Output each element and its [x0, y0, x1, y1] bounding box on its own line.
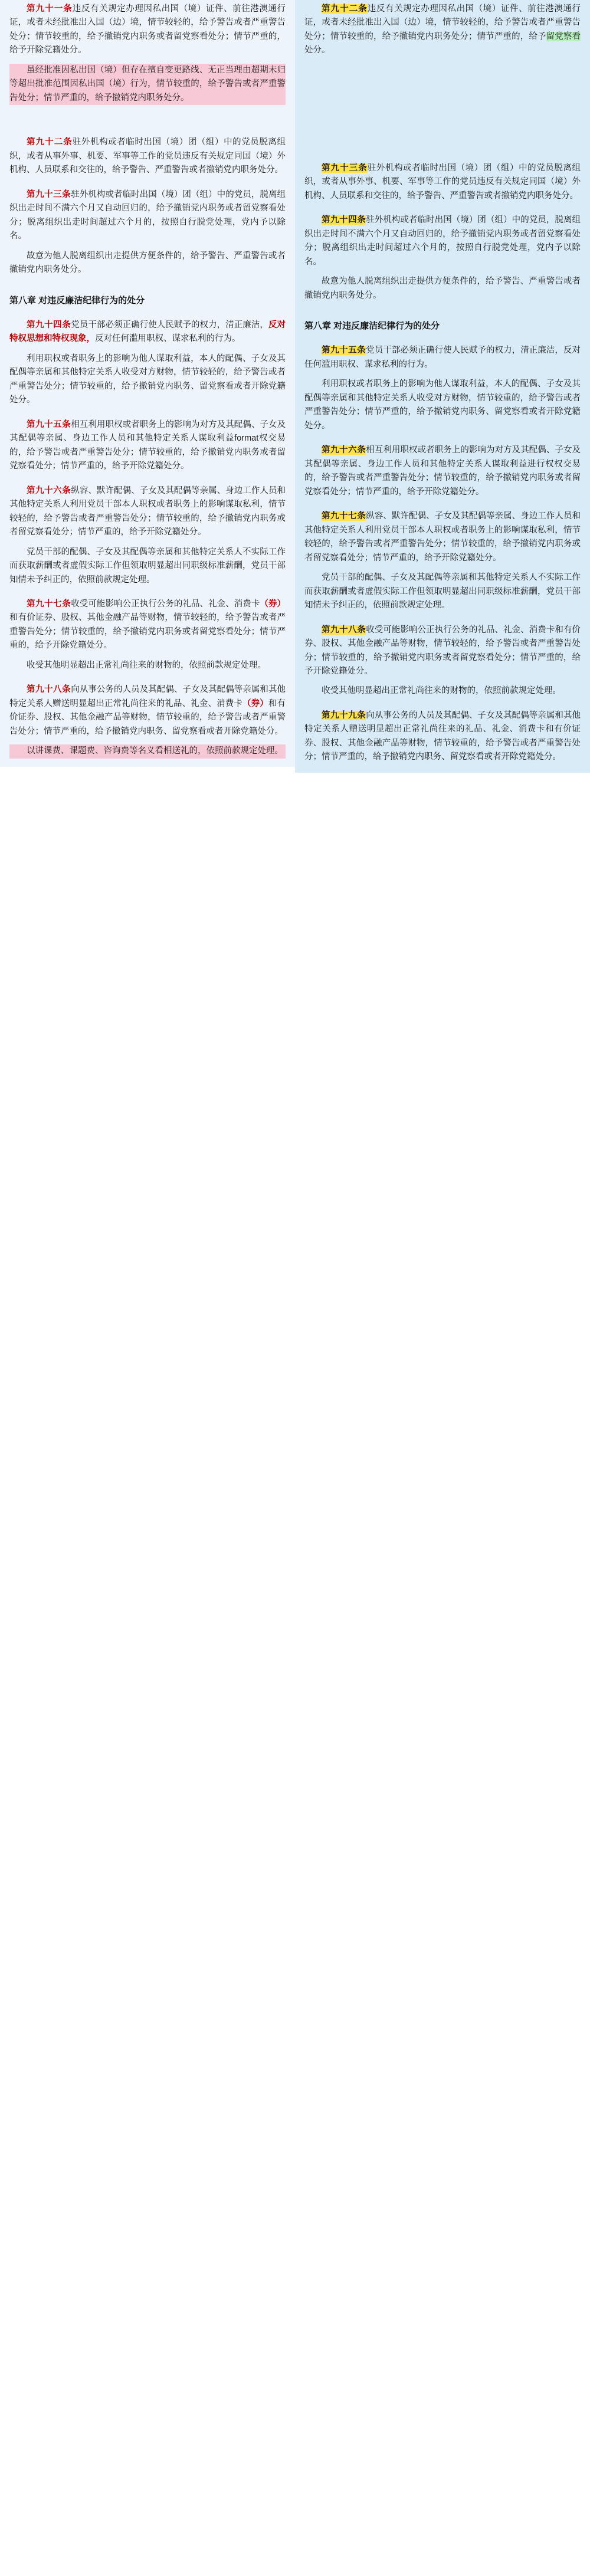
paragraph: [304, 709, 581, 764]
article-text: 党员干部的配偶、子女及其配偶等亲属和其他特定关系人不实际工作而获取薪酬或者虚假实际工作但领取明显超出同职级标准薪酬，党员干部知情未予纠正的，依照前款规定处理。: [304, 573, 581, 611]
paragraph: [304, 624, 581, 679]
article-text: 驻外机构或者临时出国（境）团（组）中的党员脱离组织，或者从事外事、机要、军事等工作的党员违反有关规定同国（境）外机构、人员联系和交往的，给予警告、严重警告或者撤销党内职务处分。: [9, 137, 286, 175]
article-text: 相互利用职权或者职务上的影响为对方及其配偶、子女及其配偶等亲属、身边工作人员和其他特定关系人谋取利益format权交易的，给予警告或者严重警告处分；情节较重的，给予撤销党内职务或者留党察看处分；情节严重的，给予开除党籍处分。: [9, 419, 286, 471]
article-text: 向从事公务的人员及其配偶、子女及其配偶等亲属和其他特定关系人赠送明显超出正常礼尚往来的礼品、礼金、消费卡（券）和有价证券、股权、其他金融产品等财物，情节较重的，给予警告或者严重警告处分；情节严重的，给予撤销党内职务、留党察看或者开除党籍处分。: [9, 685, 286, 736]
paragraph: [9, 659, 286, 672]
article-text: 纵容、默许配偶、子女及其配偶等亲属、身边工作人员和其他特定关系人利用党员干部本人职权或者职务上的影响谋取私利，情节较轻的，给予警告或者严重警告处分；情节较重的，给予撤销党内职务或者留党察看处分；情节严重的，给予开除党籍处分。: [304, 511, 581, 563]
paragraph: [304, 2, 581, 58]
article-block: [295, 507, 590, 621]
article-block: [295, 211, 590, 311]
article-text: 利用职权或者职务上的影响为他人谋取利益，本人的配偶、子女及其配偶等亲属和其他特定关系人收受对方财物，情节较轻的，给予警告或者严重警告处分；情节较重的，给予撤销党内职务、留党察看或者开除党籍处分。: [9, 353, 286, 405]
article-text: 党员干部必须正确行使人民赋予的权力，清正廉洁，反对特权思想和特权现象，反对任何滥用职权、谋求私利的行为。: [9, 320, 286, 344]
paragraph-highlighted: [9, 744, 286, 758]
paragraph: [304, 162, 581, 203]
paragraph: [9, 2, 286, 58]
article-number: 第九十五条: [27, 419, 71, 429]
gap: [295, 66, 590, 103]
paragraph: [9, 188, 286, 244]
article-block: [295, 621, 590, 707]
paragraph: [9, 250, 286, 277]
gap: [0, 113, 295, 133]
paragraph: [9, 598, 286, 653]
article-text: 故意为他人脱离组织出走提供方便条件的，给予警告、严重警告或者撤销党内职务处分。: [304, 277, 581, 300]
inline-highlight: （券）: [260, 599, 286, 609]
article-number: 第九十八条: [322, 625, 366, 635]
article-block: [295, 707, 590, 773]
article-block: [0, 316, 295, 416]
article-text: 收受可能影响公正执行公务的礼品、礼金、消费卡（券）和有价证券、股权、其他金融产品等财物，情节较轻的，给予警告或者严重警告处分；情节较重的，给予撤销党内职务或者留党察看处分；情节严重的，给予开除党籍处分。: [9, 599, 286, 651]
article-text: 故意为他人脱离组织出走提供方便条件的，给予警告、严重警告或者撤销党内职务处分。: [9, 251, 286, 275]
article-block: [295, 441, 590, 507]
paragraph: [304, 444, 581, 499]
paragraph: [9, 683, 286, 739]
article-number: 第九十四条: [322, 215, 366, 225]
paragraph: [304, 684, 581, 698]
article-block: [0, 133, 295, 185]
paragraph: [9, 352, 286, 408]
article-number: 第九十六条: [322, 445, 366, 455]
article-text: 利用职权或者职务上的影响为他人谋取利益，本人的配偶、子女及其配偶等亲属和其他特定关系人收受对方财物，情节较重的，给予警告或者严重警告处分；情节严重的，给予撤销党内职务、留党察看或者开除党籍处分。: [304, 379, 581, 431]
paragraph: [9, 319, 286, 346]
article-block: [295, 0, 590, 66]
article-text: 收受其他明显超出正常礼尚往来的财物的，依照前款规定处理。: [27, 660, 266, 670]
article-number: 第九十二条: [27, 137, 73, 147]
chapter-title: 第八章 对违反廉洁纪律行为的处分: [304, 321, 440, 332]
article-text: 党员干部必须正确行使人民赋予的权力，清正廉洁，反对任何滥用职权、谋求私利的行为。: [304, 346, 581, 369]
article-text: 虽经批准因私出国（境）但存在擅自变更路线、无正当理由超期未归等超出批准范围因私出国（境）行为，情节较重的，给予警告或者严重警告处分；情节严重的，给予撤销党内职务处分。: [9, 65, 286, 103]
paragraph-highlighted: [9, 64, 286, 105]
article-text: 收受其他明显超出正常礼尚往来的财物的，依照前款规定处理。: [322, 686, 561, 696]
article-text: 驻外机构或者临时出国（境）团（组）中的党员脱离组织，或者从事外事、机要、军事等工作的党员违反有关规定同国（境）外机构、人员联系和交往的，给予警告、严重警告或者撤销党内职务处分。: [304, 163, 581, 201]
chapter-heading-block: [0, 286, 295, 316]
gap: [295, 139, 590, 159]
article-block: [295, 342, 590, 441]
article-number: 第九十八条: [27, 685, 71, 695]
inline-highlight: 留党察看: [546, 31, 581, 41]
article-text: 相互利用职权或者职务上的影响为对方及其配偶、子女及其配偶等亲属、身边工作人员和其他特定关系人谋取利益进行权权交易的，给予警告或者严重警告处分；情节较重的，给予撤销党内职务或者留党察看处分；情节严重的，给予开除党籍处分。: [304, 445, 581, 497]
article-number: 第九十九条: [322, 710, 366, 720]
paragraph: [304, 214, 581, 269]
article-number: 第九十三条: [322, 163, 368, 173]
article-number: 第九十三条: [27, 189, 71, 199]
article-text: 向从事公务的人员及其配偶、子女及其配偶等亲属和其他特定关系人赠送明显超出正常礼尚往来的礼品、礼金、消费卡和有价证券、股权、其他金融产品等财物，情节较重的，给予警告或者严重警告处分；情节严重的，给予撤销党内职务、留党察看或者开除党籍处分。: [304, 710, 581, 762]
article-text: 以讲课费、课题费、咨询费等名义看相送礼的，依照前款规定处理。: [27, 746, 283, 756]
paragraph: [304, 510, 581, 565]
article-number: 第九十一条: [27, 4, 73, 14]
paragraph: [304, 378, 581, 433]
article-block: [0, 681, 295, 766]
gap: [295, 103, 590, 139]
article-number: 第九十五条: [322, 346, 366, 356]
paragraph: [304, 571, 581, 612]
article-number: 第九十七条: [27, 599, 71, 609]
article-text: 违反有关规定办理因私出国（境）证件、前往港澳通行证，或者未经批准出入国（边）境，情节较轻的，给予警告或者严重警告处分；情节较重的，给予撤销党内职务或者留党察看处分；情节严重的，给予开除党籍处分。: [9, 4, 286, 55]
article-text: 驻外机构或者临时出国（境）团（组）中的党员，脱离组织出走时间不满六个月又自动回归的，给予撤销党内职务或者留党察看处分；脱离组织出走时间超过六个月的，按照自行脱党处理，党内予以除名。: [304, 215, 581, 267]
article-block: [0, 482, 295, 595]
paragraph: [304, 275, 581, 303]
document-page: [0, 0, 590, 773]
article-block: [0, 0, 295, 113]
article-text: 违反有关规定办理因私出国（境）证件、前往港澳通行证，或者未经批准出入国（边）境，情节较轻的，给予警告或者严重警告处分；情节较重的，给予撤销党内职务处分；情节严重的，给予留党察看处分。: [304, 4, 581, 55]
paragraph: [304, 344, 581, 372]
column-old-regulation: [0, 0, 295, 767]
article-text: 党员干部的配偶、子女及其配偶等亲属和其他特定关系人不实际工作而获取薪酬或者虚假实际工作但领取明显超出同职级标准薪酬，党员干部知情未予纠正的，依照前款规定处理。: [9, 547, 286, 585]
article-block: [0, 186, 295, 286]
article-text: 纵容、默许配偶、子女及其配偶等亲属、身边工作人员和其他特定关系人利用党员干部本人职权或者职务上的影响谋取私利，情节较轻的，给予警告或者严重警告处分；情节较重的，给予撤销党内职务或者留党察看处分；情节严重的，给予开除党籍处分。: [9, 485, 286, 537]
paragraph: [9, 546, 286, 587]
paragraph: [9, 484, 286, 540]
article-number: 第九十六条: [27, 485, 71, 495]
chapter-title: 第八章 对违反廉洁纪律行为的处分: [9, 295, 145, 306]
article-number: 第九十七条: [322, 511, 366, 521]
article-block: [295, 159, 590, 211]
inline-highlight: 反对特权思想和特权现象，: [9, 320, 286, 344]
article-number: 第九十二条: [322, 4, 368, 14]
paragraph: [9, 418, 286, 474]
article-block: [0, 595, 295, 681]
article-text: 收受可能影响公正执行公务的礼品、礼金、消费卡和有价券、股权、其他金融产品等财物，情节较轻的，给予警告或者严重警告处分；情节较重的，给予撤销党内职务或者留党察看处分；情节严重的，给予开除党籍处分。: [304, 625, 581, 676]
column-new-regulation: [295, 0, 590, 773]
paragraph: [9, 136, 286, 177]
article-text: 驻外机构或者临时出国（境）团（组）中的党员，脱离组织出走时间不满六个月又自动回归的，给予撤销党内职务或者留党察看处分；脱离组织出走时间超过六个月的，按照自行脱党处理，党内予以除名。: [9, 189, 286, 241]
article-block: [0, 416, 295, 482]
article-number: 第九十四条: [27, 320, 71, 330]
chapter-heading-block: [295, 311, 590, 342]
inline-highlight: （券）: [242, 698, 268, 708]
